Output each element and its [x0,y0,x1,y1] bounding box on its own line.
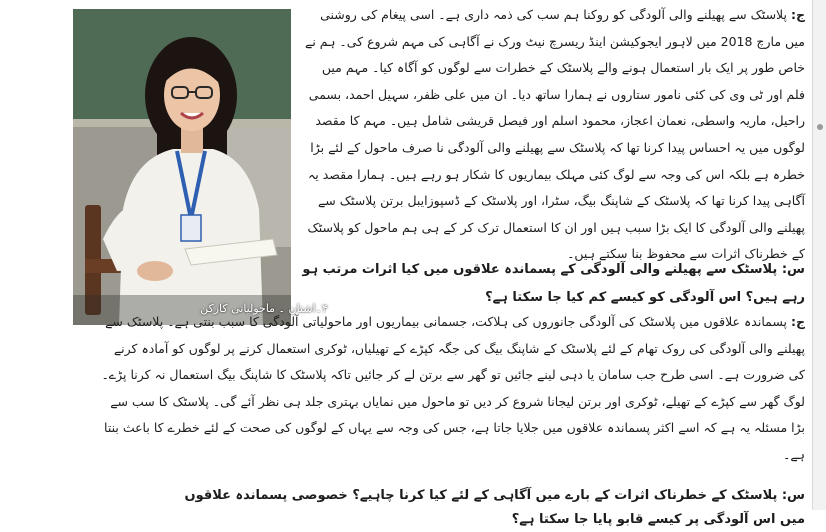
question-3-label: س: [781,488,805,503]
answer-2-label: ج: [790,314,805,329]
answer-1 [300,2,805,268]
photo-caption: ۴۔اشتان ۔ ماحولیاتی کارکن [200,302,328,315]
answer-1-label: ج: [790,7,805,22]
hands [137,261,173,281]
interview-photo [73,9,328,325]
answer-1-text: پلاسٹک سے پھیلنے والی آلودگی کو روکنا ہم سب کی ذمہ داری ہے۔ اسی پیغام کی روشنی میں مارچ 2018 میں لاہور ایجوکیشن اینڈ ریسرچ نیٹ ورک نے آگاہی کی مہم شروع کی۔ ہم نے خاص طور پر ایک بار استعمال ہونے والے پلاسٹک کے خطرات سے لوگوں کو آگاہ کیا۔ مہم میں فلم اور ٹی وی کی کئی نامور ستاروں نے ہمارا ساتھ دیا۔ ان میں علی ظفر، سہیل احمد، بسمی راحیل، ماریہ واسطی، نعمان اعجاز، محمود اسلم اور فیصل قریشی شامل ہیں۔ مہم کا مقصد لوگوں میں یہ احساس پیدا کرنا تھا کہ پلاسٹک سے پھیلنے والی آلودگی نا صرف ماحول کے لئے بڑا خطرہ ہے بلکہ اس کی وجہ سے لوگ کئی مہلک بیماریوں کا شکار ہو رہے ہیں۔ ہمارا مقصد یہ آگاہی پیدا کرنا تھا کہ پلاسٹک کے شاپنگ بیگ، سٹرا، اور پلاسٹک کے ڈسپوزایبل برتن پلاسٹک سے پھیلنے والی آلودگی کا ایک بڑا سبب ہیں اور ان کا استعمال ترک کر کے ہی ہم ماحول کو پلاسٹک کے خطرناک اثرات سے محفوظ بنا سکتے ہیں۔ [305,7,805,262]
question-3 [160,484,805,532]
question-2 [300,256,805,312]
page-edge-scrollbar[interactable] [812,0,826,510]
question-2-text: پلاسٹک سے پھیلنے والی آلودگی کے پسماندہ علاقوں میں کیا اثرات مرتب ہو رہے ہیں؟ اس آلودگی کو کیسے کم کیا جا سکتا ہے؟ [302,262,805,305]
smile [181,113,203,118]
answer-2-text: پسماندہ علاقوں میں پلاسٹک کی آلودگی جانوروں کی ہلاکت، جسمانی بیماریوں اور ماحولیاتی آلودگی کا سبب بنتی ہے۔ پلاسٹک سے پھیلنے والی آلودگی کی روک تھام کے لئے پلاسٹک کے شاپنگ بیگ کی جگہ کپڑے کے تھیلیاں، ٹوکری استعمال کرنے پر لوگوں کو آمادہ کرنے کی ضرورت ہے۔ اسی طرح جب سامان یا دہی لینے جائیں تو گھر سے برتن لے کر جائیں تاکہ پلاسٹک کا شاپنگ بیگ استعمال نہ کرنا پڑے۔ لوگ گھر سے کپڑے کے تھیلے، ٹوکری اور برتن لیجانا شروع کر دیں تو ماحول میں نمایاں بہتری جلد ہی نظر آئے گی۔ پلاسٹک کا سب سے بڑا مسئلہ یہ ہے کہ اسے اکثر پسماندہ علاقوں میں جلایا جاتا ہے، جس کی وجہ سے یہاں کے لوگوں کی صحت کے لئے خطرے کا باعث بنتا ہے۔ [101,314,805,462]
id-badge [181,215,201,241]
photo-illustration [73,9,291,325]
page-edge-marker [817,124,823,130]
question-3-text: پلاسٹک کے خطرناک اثرات کے بارے میں آگاہی کے لئے کیا کرنا چاہیے؟ خصوصی پسماندہ علاقوں میں اس آلودگی پر کیسے قابو پایا جا سکتا ہے؟ [184,488,805,527]
answer-2 [96,309,805,469]
question-2-label: س: [781,262,805,277]
